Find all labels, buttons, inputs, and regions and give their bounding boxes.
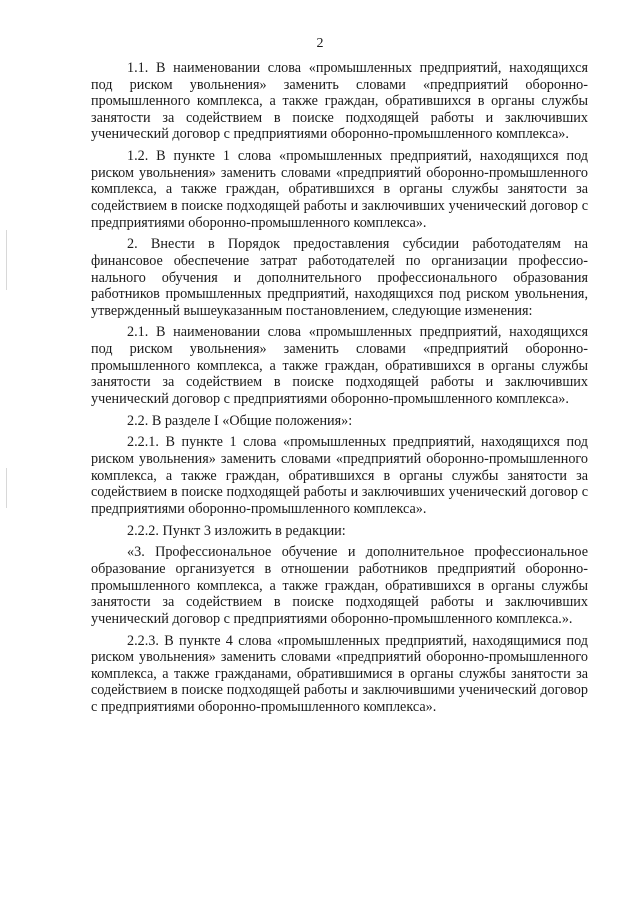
paragraph-2-2-2: 2.2.2. Пункт 3 изложить в редакции: — [127, 522, 346, 539]
paragraph-2-1: 2.1. В наименовании слова «промышленных предприятий, находящихся под риском увольнения» заменить словами «предприятий оборонно-промышленного комплекса, а также граждан, обратившихся в органы службы занятости за содействием в поиске подходящей работы и заключивших ученический договор с предприятиями оборонно-промышленного комплекса». — [91, 324, 588, 407]
scan-artifact-line — [6, 468, 7, 508]
paragraph-1-1: 1.1. В наименовании слова «промышленных предприятий, находящихся под риском увольнения» заменить словами «предприятий оборонно-промышленного комплекса, а также граждан, обратившихся в органы службы занятости за содействием в поиске подходящей работы и заключивших ученический договор с предприятиями оборонно-промышленного комплекса». — [91, 60, 588, 143]
scan-artifact-line — [6, 230, 7, 290]
paragraph-2: 2. Внести в Порядок предоставления субсидии работодателям на финансовое обеспечение затрат работодателей по организации профессионального обучения и дополнительного профессионального образования работников промышленных предприятий, находящихся под риском увольнения, утвержденный вышеуказанным постановлением, следующие изменения: — [91, 236, 588, 319]
paragraph-2-2-1: 2.2.1. В пункте 1 слова «промышленных предприятий, находящихся под риском увольнения» заменить словами «предприятий оборонно-промышленного комплекса, а также граждан, обратившихся в органы службы занятости за содействием в поиске подходящей работы и заключивших ученический договор с предприятиями оборонно-промышленного комплекса». — [91, 434, 588, 517]
page-number: 2 — [316, 36, 324, 51]
paragraph-1-2: 1.2. В пункте 1 слова «промышленных предприятий, находящихся под риском увольнения» заменить словами «предприятий оборонно-промышленного комплекса, а также граждан, обратившихся в органы службы занятости за содействием в поиске подходящей работы и заключивших ученический договор с предприятиями оборонно-промышленного комплекса». — [91, 148, 588, 231]
document-body — [91, 60, 588, 721]
paragraph-2-2: 2.2. В разделе I «Общие положения»: — [127, 412, 353, 429]
paragraph-2-2-3: 2.2.3. В пункте 4 слова «промышленных предприятий, находящимися под риском увольнения» заменить словами «предприятий оборонно-промышленного комплекса, а также гражданами, обратившимися в органы службы занятости за содействием в поиске подходящей работы и заключившими ученический договор с предприятиями оборонно-промышленного комплекса». — [91, 632, 588, 715]
paragraph-quoted-3: «3. Профессиональное обучение и дополнительное профессиональное образование организуется в отношении работников предприятий оборонно-промышленного комплекса, а также граждан, обратившихся в органы службы занятости за содействием в поиске подходящей работы и заключивших ученический договор с предприятиями оборонно-промышленного комплекса.». — [91, 544, 588, 627]
